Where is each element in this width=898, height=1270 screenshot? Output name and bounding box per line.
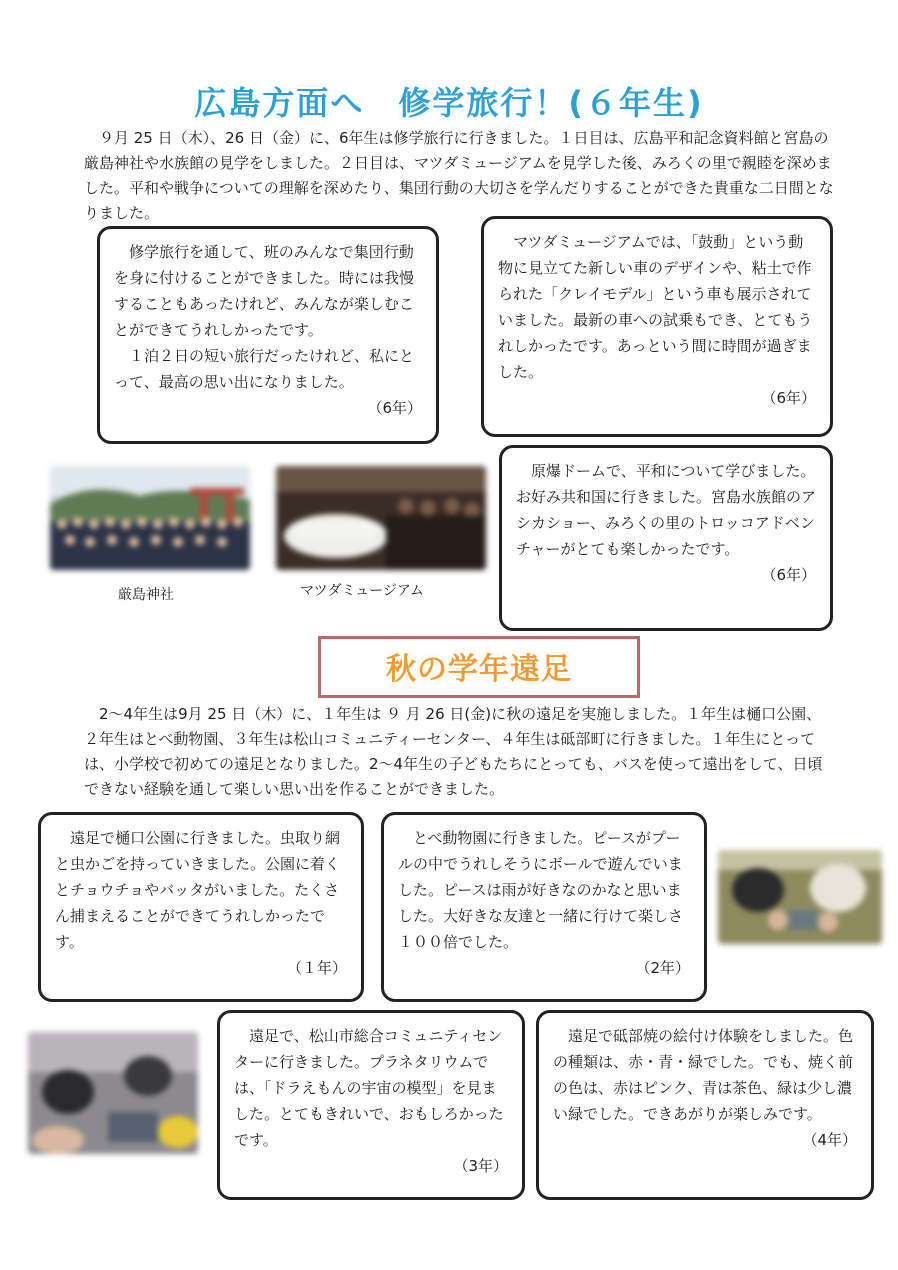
section1-title: 広島方面へ 修学旅行！(６年生) (194, 84, 704, 122)
grade-label: （4年） (802, 1131, 857, 1149)
comment-box-4 (536, 1010, 874, 1200)
mazda-museum-photo (276, 466, 486, 570)
comment-box-3 (217, 1010, 525, 1200)
comment-text: 遠足で樋口公園に行きました。虫取り網と虫かごを持っていきました。公園に着くとチョウチョやバッタがいました。たくさん捕まえることができてうれしかったです。 (55, 829, 341, 951)
grade-label: （6年） (761, 566, 816, 584)
itsukushima-photo (50, 466, 250, 570)
bug-catching-photo (718, 850, 882, 944)
grade-label: （6年） (367, 399, 422, 417)
comment-box-1 (38, 812, 364, 1002)
photo-caption: 厳島神社 (118, 587, 174, 603)
community-center-photo (28, 1032, 198, 1154)
grade-label: （6年） (761, 389, 816, 407)
section2-intro: 2～4年生は9月 25 日（木）に、１年生は ９ 月 26 日(金)に秋の遠足を実施しました。１年生は樋口公園、２年生はとべ動物園、３年生は松山コミュニティーセンター、４年生は砥部町に行きました。１年生にとっては、小学校で初めての遠足となりました。2～4年生の子どもたちにとっても、バスを使って遠出をして、日頃できない経験を通して楽しい思い出を作ることができました。 (84, 705, 823, 798)
comment-box-2 (381, 812, 707, 1002)
section1-intro: ９月 25 日（木）、26 日（金）に、6年生は修学旅行に行きました。１日目は、広島平和記念資料館と宮島の厳島神社や水族館の見学をしました。２日目は、マツダミュージアムを見学した後、みろくの里で親睦を深めました。平和や戦争についての理解を深めたり、集団行動の大切さを学んだりすることができた貴重な二日間となりました。 (84, 129, 834, 222)
comment-box-6b (481, 216, 833, 437)
comment-text: 遠足で、松山市総合コミュニティセンターに行きました。プラネタリウムでは、「ドラえもんの宇宙の模型」を見ました。とてもきれいで、おもしろかったです。 (234, 1027, 504, 1149)
comment-box-6c (499, 445, 833, 631)
comment-text: 修学旅行を通して、班のみんなで集団行動を身に付けることができました。時には我慢することもあったけれど、みんなが楽しむことができてうれしかったです。 (114, 243, 415, 339)
photo-caption: マツダミュージアム (300, 583, 424, 599)
grade-label: （3年） (453, 1157, 508, 1175)
comment-text: 遠足で砥部焼の絵付け体験をしました。色の種類は、赤・青・緑でした。でも、焼く前の色は、赤はピンク、青は茶色、緑は少し濃い緑でした。できあがりが楽しみです。 (553, 1027, 854, 1123)
comment-box-6a (97, 226, 439, 444)
comment-text: 原爆ドームで、平和について学びました。お好み共和国に行きました。宮島水族館のアシカショー、みろくの里のトロッコアドベンチャーがとても楽しかったです。 (516, 462, 817, 558)
comment-text: とべ動物園に行きました。ピースがプールの中でうれしそうにボールで遊んでいました。ピースは雨が好きなのかなと思いました。大好きな友達と一緒に行けて楽しさ１００倍でした。 (398, 829, 684, 951)
grade-label: （１年） (286, 959, 347, 977)
section2-title: 秋の学年遠足 (386, 652, 572, 687)
grade-label: （2年） (635, 959, 690, 977)
comment-text: １泊２日の短い旅行だったけれど、私にとって、最高の思い出になりました。 (114, 347, 415, 391)
comment-text: マツダミュージアムでは、「鼓動」という動物に見立てた新しい車のデザインや、粘土で作られた「クレイモデル」という車も展示されていました。最新の車への試乗もでき、とてもうれしかったです。あっという間に時間が過ぎました。 (498, 233, 813, 381)
